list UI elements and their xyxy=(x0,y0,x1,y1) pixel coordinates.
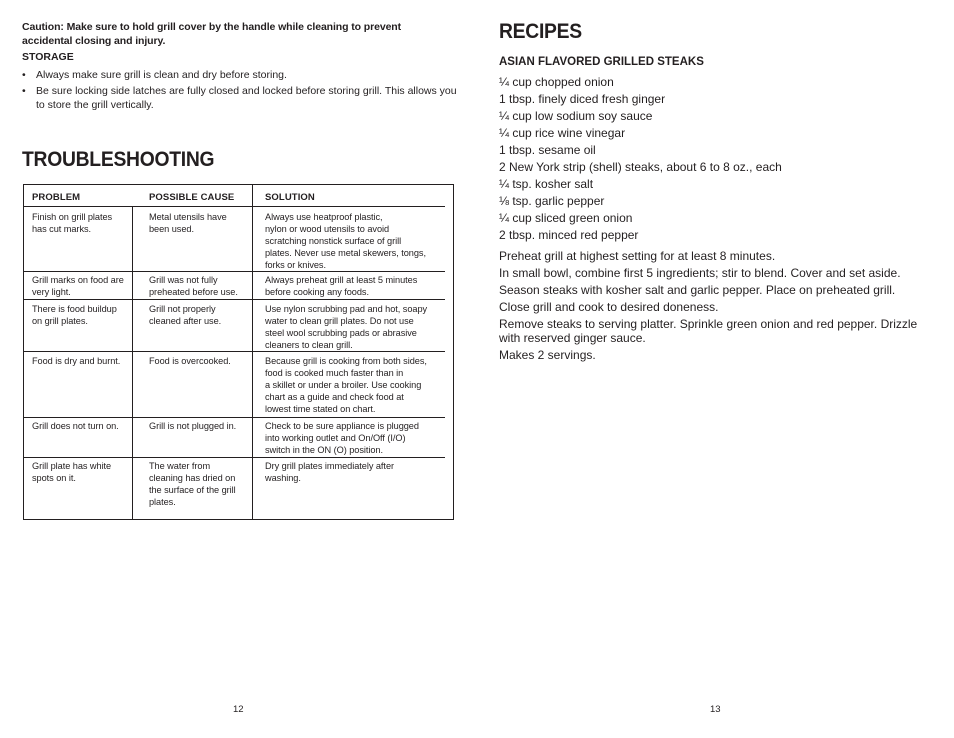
ingredient-item: ¼ cup chopped onion xyxy=(499,75,614,89)
troubleshooting-title: TROUBLESHOOTING xyxy=(22,148,215,171)
page-number: 12 xyxy=(233,704,244,715)
row-rule xyxy=(24,351,445,352)
ingredient-item: 2 New York strip (shell) steaks, about 6 to 8 oz., each xyxy=(499,160,782,174)
direction-step: In small bowl, combine first 5 ingredients; stir to blend. Cover and set aside. xyxy=(499,266,901,280)
ingredient-item: 2 tbsp. minced red pepper xyxy=(499,228,639,242)
header-problem: PROBLEM xyxy=(32,192,81,203)
ingredient-item: ¼ cup sliced green onion xyxy=(499,211,633,225)
bullet-icon: • xyxy=(22,85,26,97)
ingredient-item: 1 tbsp. sesame oil xyxy=(499,143,596,157)
cell-solution: Use nylon scrubbing pad and hot, soapy water to clean grill plates. Do not use steel wool scrubbing pads or abrasive cleaners to clean grill. xyxy=(265,304,428,350)
cell-solution: Because grill is cooking from both sides, food is cooked much faster than in a skillet or under a broiler. Use cooking chart as a guide and check food at lowest time stated on chart. xyxy=(265,356,427,414)
ingredient-item: 1 tbsp. finely diced fresh ginger xyxy=(499,92,666,106)
page-number: 13 xyxy=(710,704,721,715)
column-divider xyxy=(252,185,253,520)
cell-problem: Grill does not turn on. xyxy=(32,421,119,431)
header-solution: SOLUTION xyxy=(265,192,315,203)
storage-item xyxy=(22,68,458,82)
cell-problem: Grill plate has white spots on it. xyxy=(32,461,112,483)
recipe-name: ASIAN FLAVORED GRILLED STEAKS xyxy=(499,56,704,68)
cell-solution: Always use heatproof plastic, nylon or wood utensils to avoid scratching nonstick surface of grill plates. Never use metal skewers, tongs, forks or knives. xyxy=(265,212,426,270)
direction-step: Preheat grill at highest setting for at least 8 minutes. xyxy=(499,249,776,263)
storage-list xyxy=(22,68,458,114)
recipe-directions xyxy=(499,249,919,365)
storage-heading: STORAGE xyxy=(22,51,74,63)
bullet-icon: • xyxy=(22,69,26,81)
direction-step: Close grill and cook to desired doneness. xyxy=(499,300,719,314)
cell-solution: Check to be sure appliance is plugged into working outlet and On/Off (I/O) switch in the ON (O) position. xyxy=(265,421,419,455)
header-rule xyxy=(24,206,445,207)
ingredient-list xyxy=(499,74,782,244)
direction-step: Remove steaks to serving platter. Sprinkle green onion and red pepper. Drizzle with reserved ginger sauce. xyxy=(499,317,918,345)
cell-problem: Grill marks on food are very light. xyxy=(32,275,124,297)
cell-solution: Always preheat grill at least 5 minutes before cooking any foods. xyxy=(265,275,418,297)
row-rule xyxy=(24,417,445,418)
caution-note: Caution: Make sure to hold grill cover by the handle while cleaning to prevent accidental closing and injury. xyxy=(22,21,402,47)
recipes-title: RECIPES xyxy=(499,20,582,43)
row-rule xyxy=(24,457,445,458)
row-rule xyxy=(24,299,445,300)
ingredient-item: ¼ tsp. kosher salt xyxy=(499,177,594,191)
direction-step: Makes 2 servings. xyxy=(499,348,596,362)
header-possible-cause: POSSIBLE CAUSE xyxy=(149,192,235,203)
cell-cause: Metal utensils have been used. xyxy=(149,212,227,234)
storage-item xyxy=(22,84,458,112)
cell-problem: There is food buildup on grill plates. xyxy=(32,304,117,326)
cell-cause: Grill is not plugged in. xyxy=(149,421,237,431)
ingredient-item: ¼ cup low sodium soy sauce xyxy=(499,109,653,123)
ingredient-item: ⅛ tsp. garlic pepper xyxy=(499,194,605,208)
cell-cause: Grill was not fully preheated before use. xyxy=(149,275,238,297)
troubleshooting-table xyxy=(23,184,454,520)
storage-item-text: Always make sure grill is clean and dry before storing. xyxy=(36,69,287,81)
cell-solution: Dry grill plates immediately after washing. xyxy=(265,461,395,483)
cell-problem: Finish on grill plates has cut marks. xyxy=(32,212,113,234)
direction-step: Season steaks with kosher salt and garlic pepper. Place on preheated grill. xyxy=(499,283,896,297)
cell-cause: Grill not properly cleaned after use. xyxy=(149,304,222,326)
ingredient-item: ¼ cup rice wine vinegar xyxy=(499,126,626,140)
cell-cause: The water from cleaning has dried on the surface of the grill plates. xyxy=(149,461,236,507)
storage-item-text: Be sure locking side latches are fully closed and locked before storing grill. This allows you to store the grill vertically. xyxy=(36,85,457,111)
cell-cause: Food is overcooked. xyxy=(149,356,231,366)
row-rule xyxy=(24,271,445,272)
column-divider xyxy=(132,207,133,520)
cell-problem: Food is dry and burnt. xyxy=(32,356,121,366)
right-page xyxy=(477,0,954,738)
